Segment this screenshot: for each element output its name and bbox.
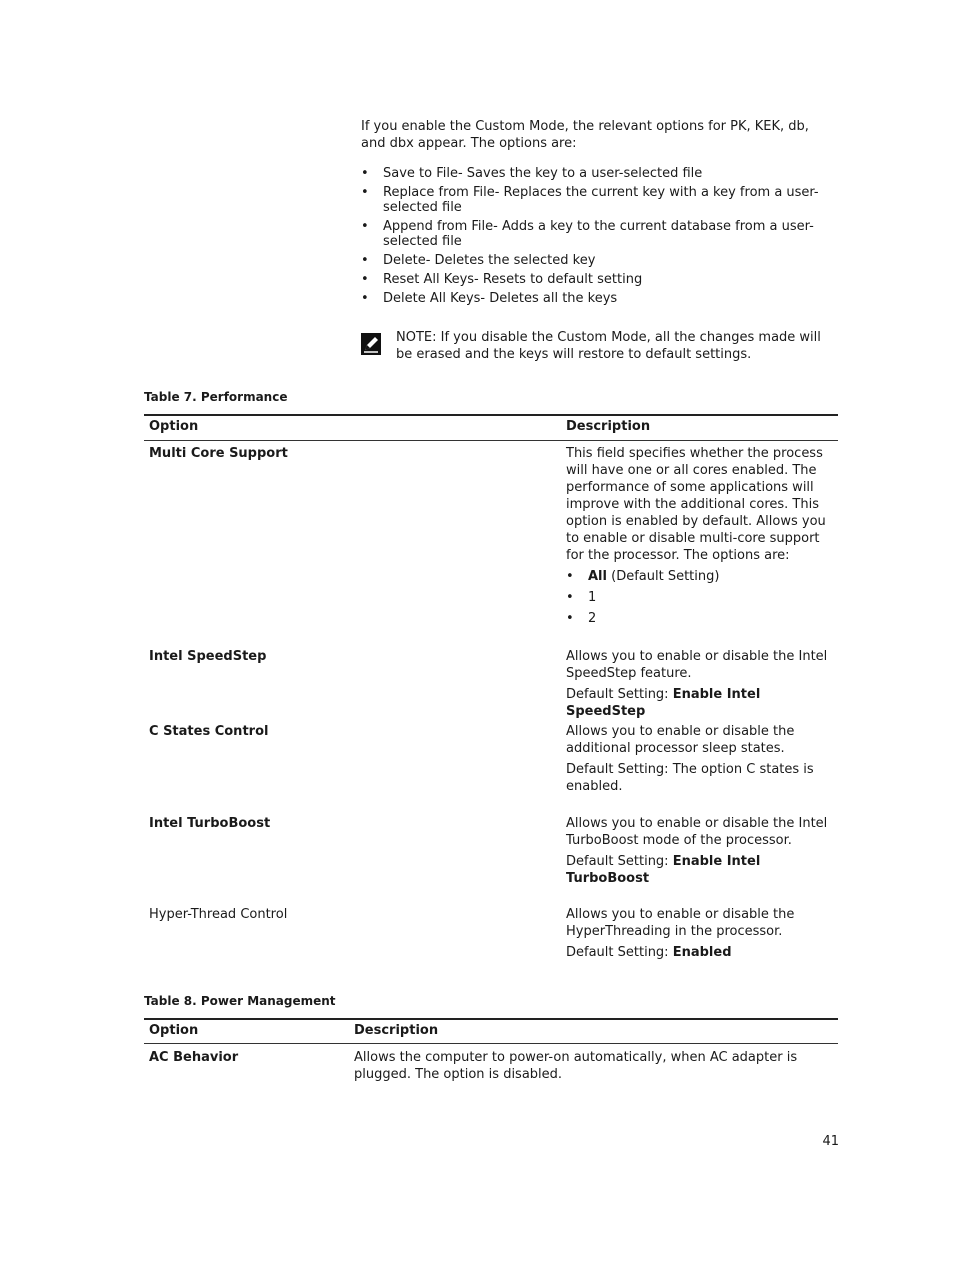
description-text: Allows you to enable or disable the HyperThreading in the processor.: [566, 907, 795, 939]
column-header-option: Option: [149, 419, 199, 434]
description-text: Allows you to enable or disable the additional processor sleep states.: [566, 724, 795, 756]
table-caption: Table 8. Power Management: [144, 994, 336, 1008]
note-pencil-icon: [361, 333, 381, 355]
note-label: NOTE:: [396, 330, 437, 345]
description-c-states-control: [566, 723, 826, 799]
list-item: • Delete- Deletes the selected key: [361, 253, 831, 268]
core-options-list: [566, 568, 834, 627]
default-value: Enable Intel SpeedStep: [566, 687, 761, 719]
default-prefix: Default Setting:: [566, 687, 673, 702]
description-intel-speedstep: [566, 648, 834, 724]
default-value: Enabled: [672, 945, 732, 960]
list-item: • Replace from File- Replaces the current key with a key from a user-selected file: [361, 185, 831, 215]
default-prefix: Default Setting:: [566, 854, 673, 869]
description-text: Allows the computer to power-on automatically, when AC adapter is plugged. The option is disabled.: [354, 1050, 798, 1082]
note-body: If you disable the Custom Mode, all the changes made will be erased and the keys will restore to default settings.: [396, 330, 821, 362]
list-item: • Append from File- Adds a key to the current database from a user-selected file: [361, 219, 831, 249]
column-header-option: Option: [149, 1023, 199, 1038]
option-c-states-control: C States Control: [149, 724, 269, 739]
default-prefix: Default Setting:: [566, 945, 673, 960]
option-hyper-thread-control: Hyper-Thread Control: [149, 907, 288, 922]
list-item: • Delete All Keys- Deletes all the keys: [361, 291, 831, 306]
default-value: Enable Intel TurboBoost: [566, 854, 761, 886]
option-suffix: (Default Setting): [606, 569, 720, 584]
list-item: [566, 568, 834, 585]
table-header-rule: [144, 1043, 838, 1044]
option-value: All: [588, 569, 607, 584]
description-text: Allows you to enable or disable the Intel SpeedStep feature.: [566, 649, 828, 681]
description-multi-core-support: [566, 445, 834, 631]
default-setting: [566, 686, 834, 720]
default-prefix: Default Setting: The option C states is enabled.: [566, 762, 814, 794]
description-hyper-thread-control: [566, 906, 826, 965]
option-value: 2: [588, 611, 597, 626]
table-caption: Table 7. Performance: [144, 390, 288, 404]
option-multi-core-support: Multi Core Support: [149, 446, 288, 461]
description-text: This field specifies whether the process will have one or all cores enabled. The performance of some applications will improve with the additional cores. This option is enabled by default. Allows you to enable or disable multi-core support for the processor. The options are:: [566, 446, 826, 563]
list-item: • Save to File- Saves the key to a user-selected file: [361, 166, 831, 181]
page-number: 41: [822, 1134, 839, 1149]
option-ac-behavior: AC Behavior: [149, 1050, 239, 1065]
note-text: [396, 329, 832, 363]
option-intel-speedstep: Intel SpeedStep: [149, 649, 267, 664]
option-value: 1: [588, 590, 597, 605]
table-top-rule: [144, 1018, 838, 1020]
list-item: • Reset All Keys- Resets to default setting: [361, 272, 831, 287]
option-intel-turboboost: Intel TurboBoost: [149, 816, 271, 831]
default-setting: [566, 944, 826, 961]
custom-mode-options-list: [361, 166, 831, 310]
default-setting: [566, 853, 766, 887]
list-item: [566, 589, 834, 606]
default-setting: [566, 761, 826, 795]
intro-paragraph: If you enable the Custom Mode, the relevant options for PK, KEK, db, and dbx appear. The options are:: [361, 119, 809, 151]
column-header-description: Description: [566, 419, 651, 434]
column-header-description: Description: [354, 1023, 439, 1038]
description-ac-behavior: [354, 1049, 824, 1087]
table-top-rule: [144, 414, 838, 416]
description-text: Allows you to enable or disable the Intel TurboBoost mode of the processor.: [566, 816, 828, 848]
description-intel-turboboost: [566, 815, 834, 891]
list-item: [566, 610, 834, 627]
table-header-rule: [144, 440, 838, 441]
